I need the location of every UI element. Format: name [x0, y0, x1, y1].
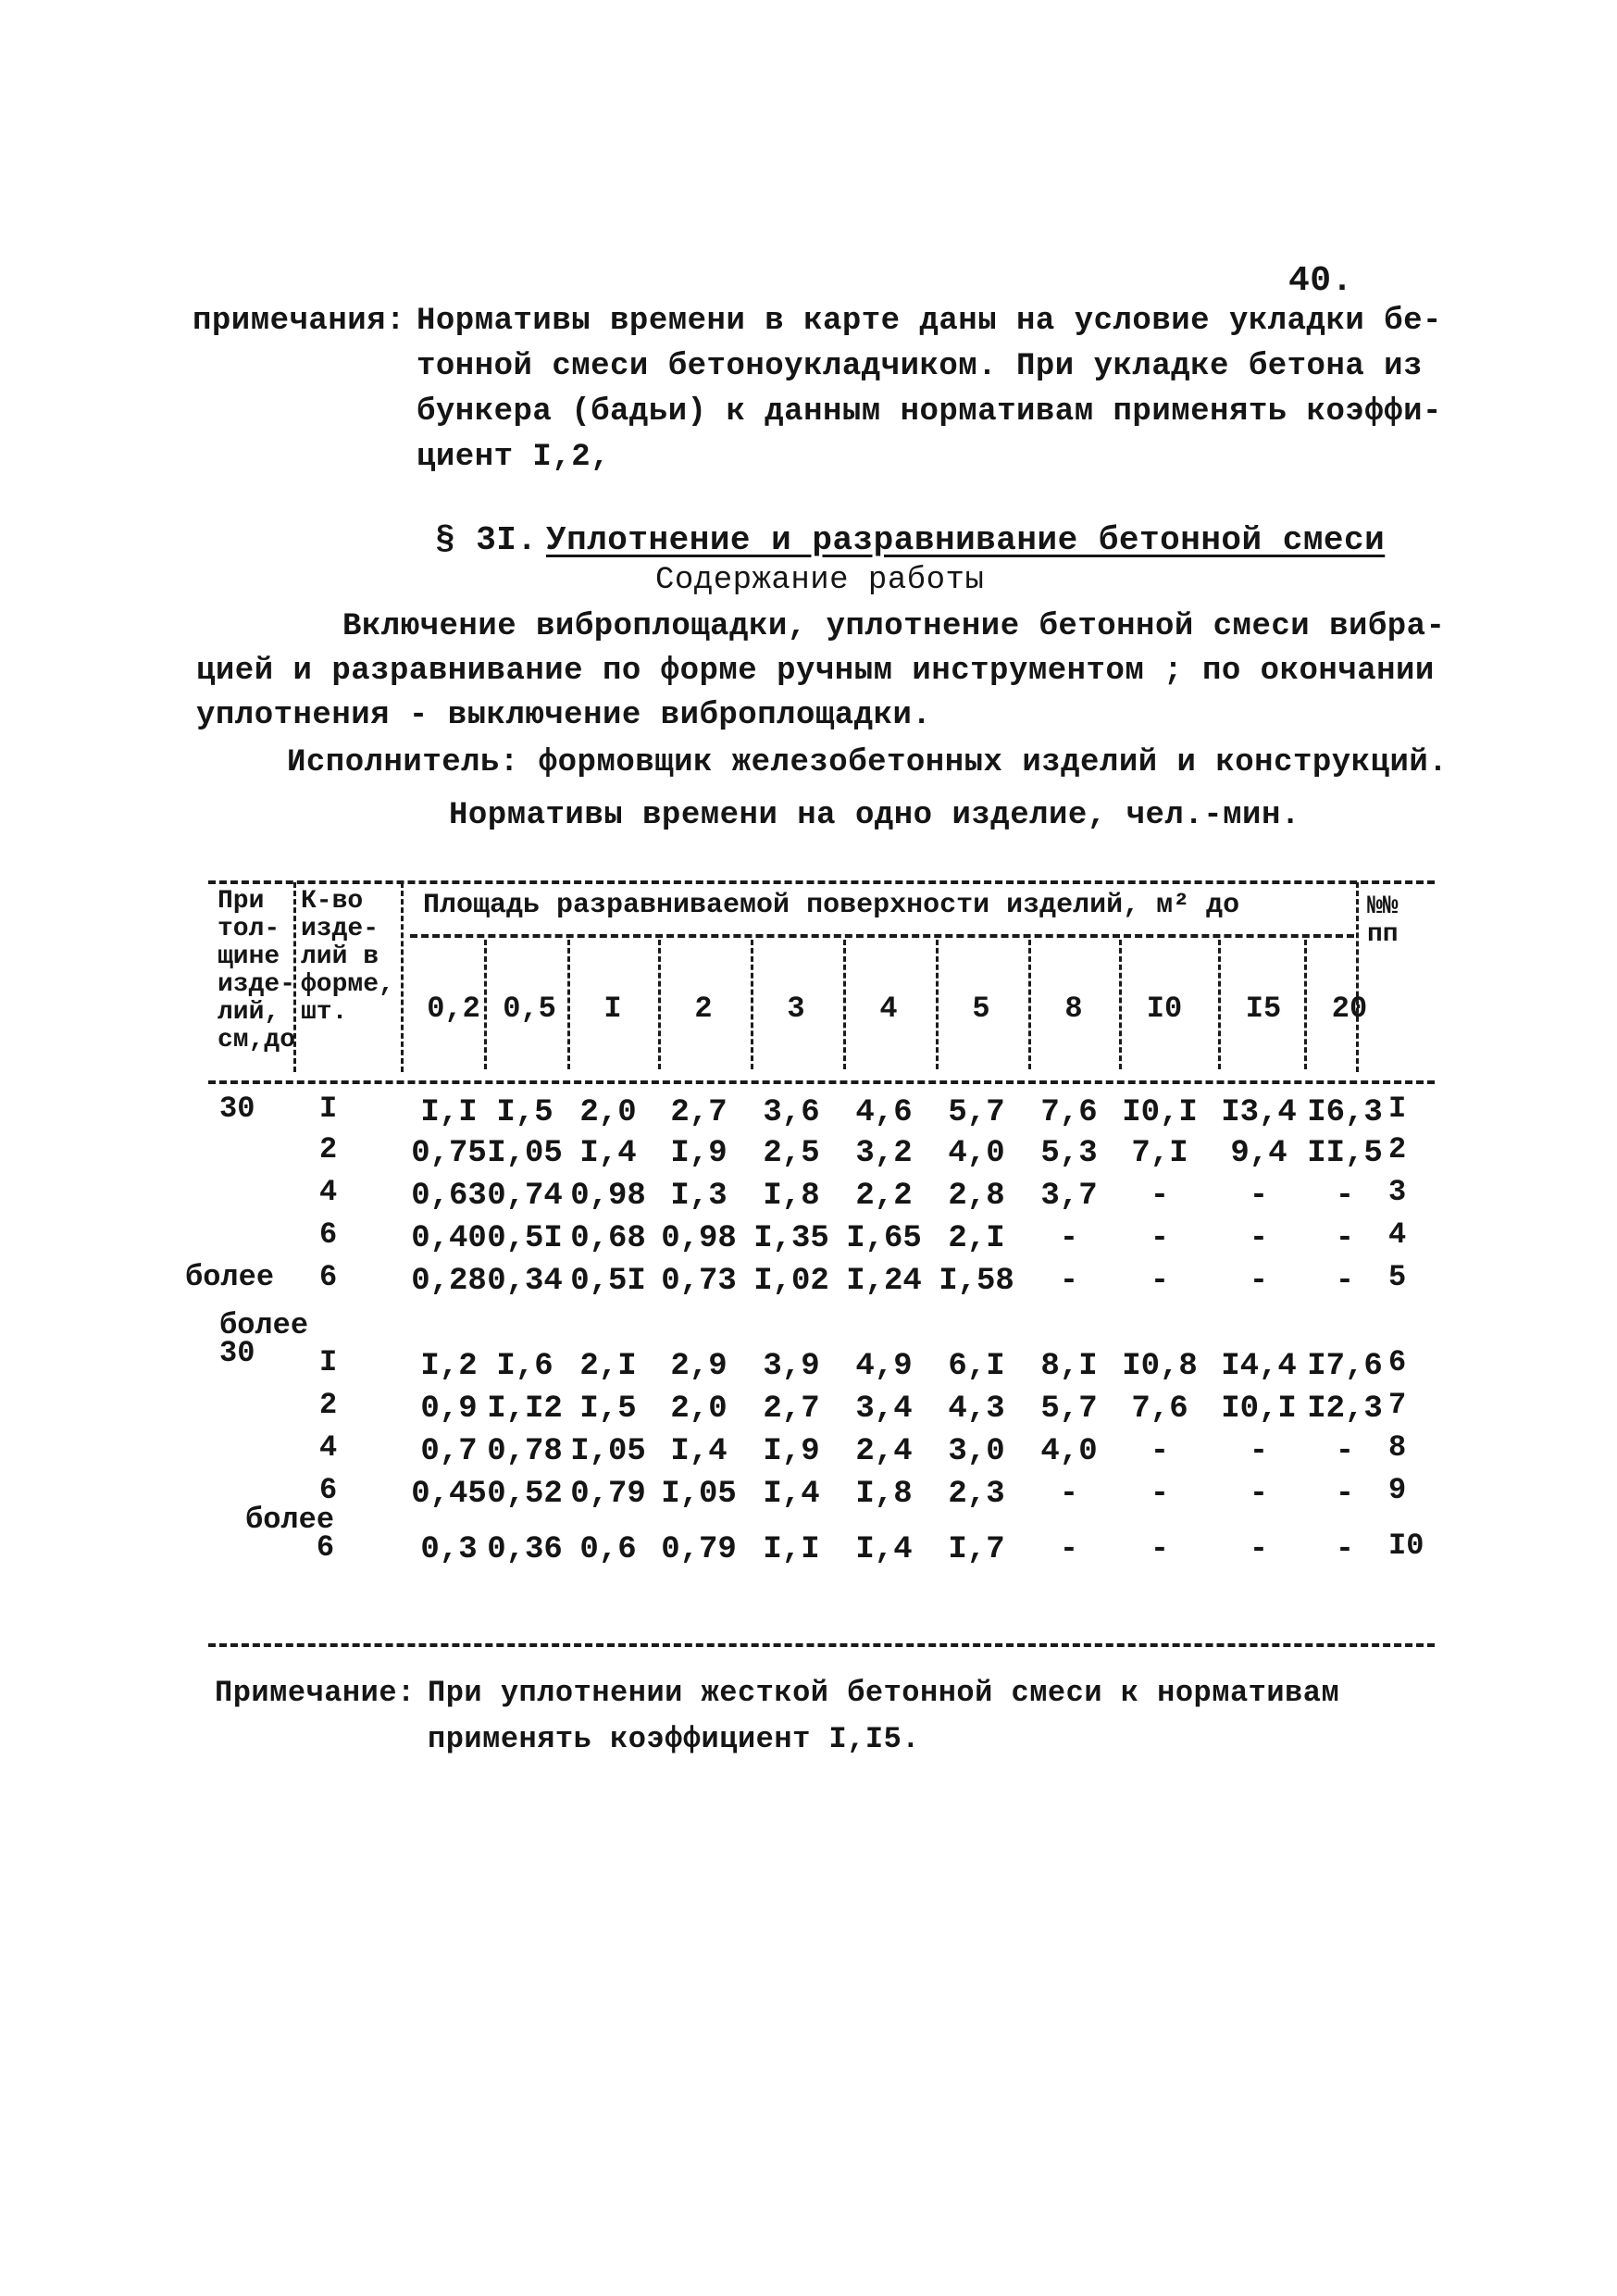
table-cell: - — [1249, 1179, 1269, 1214]
table-cell: I,I — [763, 1532, 820, 1567]
table-cell: I,I2 — [487, 1391, 563, 1427]
table-cell: - — [1335, 1264, 1355, 1299]
table-cell: - — [1335, 1221, 1355, 1256]
table-cell: I,05 — [487, 1136, 563, 1171]
table-cell: 7,6 — [1131, 1391, 1188, 1427]
table-cell: - — [1059, 1221, 1079, 1256]
table-cell: - — [1249, 1264, 1269, 1299]
table-cell: I0,8 — [1122, 1349, 1198, 1384]
table-cell: I,58 — [939, 1264, 1014, 1299]
header-bottom-rule — [208, 1080, 1435, 1084]
table-cell: I,02 — [753, 1264, 829, 1299]
table-cell: 0,98 — [570, 1179, 646, 1214]
row-number: 9 — [1388, 1473, 1407, 1507]
table-cell: 2,5 — [763, 1136, 820, 1171]
note-line: бункера (бадьи) к данным нормативам применять коэффи- — [417, 394, 1442, 430]
area-column-header: 2 — [694, 992, 713, 1026]
table-cell: 0,63 — [411, 1179, 487, 1214]
area-col-separator — [658, 940, 661, 1069]
row-number: 3 — [1388, 1175, 1407, 1209]
table-cell: 3,4 — [855, 1391, 913, 1427]
row-count: 4 — [319, 1430, 338, 1465]
table-cell: 0,5I — [570, 1264, 646, 1299]
row-count: 6 — [319, 1473, 338, 1507]
row-count: I — [319, 1092, 338, 1126]
table-cell: - — [1335, 1532, 1355, 1567]
table-cell: 0,40 — [411, 1221, 487, 1256]
table-cell: 0,28 — [411, 1264, 487, 1299]
row-number: 8 — [1388, 1430, 1407, 1465]
table-cell: I3,4 — [1221, 1095, 1297, 1130]
row-count: 6 — [319, 1217, 338, 1252]
table-cell: I,65 — [846, 1221, 922, 1256]
area-span-header: Площадь разравниваемой поверхности изделий, м² до — [423, 890, 1240, 921]
table-cell: I,I — [420, 1095, 478, 1130]
table-cell: 0,6 — [579, 1532, 637, 1567]
table-cell: 5,7 — [948, 1095, 1005, 1130]
table-cell: 0,7 — [420, 1434, 478, 1469]
table-cell: II,5 — [1307, 1136, 1383, 1171]
row-count: 4 — [319, 1175, 338, 1209]
table-cell: I2,3 — [1307, 1391, 1383, 1427]
row-number: I0 — [1388, 1529, 1424, 1563]
table-cell: - — [1150, 1434, 1170, 1469]
table-cell: I,6 — [496, 1349, 554, 1384]
row-count: 2 — [319, 1132, 338, 1167]
table-cell: I,35 — [753, 1221, 829, 1256]
table-cell: I,2 — [420, 1349, 478, 1384]
area-col-separator — [936, 940, 939, 1069]
table-cell: 6,I — [948, 1349, 1005, 1384]
area-column-header: 8 — [1064, 992, 1083, 1026]
table-cell: 0,5I — [487, 1221, 563, 1256]
work-line: Включение виброплощадки, уплотнение бетонной смеси вибра- — [342, 609, 1446, 644]
table-cell: 8,I — [1040, 1349, 1098, 1384]
table-cell: 0,68 — [570, 1221, 646, 1256]
table-cell: - — [1249, 1434, 1269, 1469]
table-cell: 0,78 — [487, 1434, 563, 1469]
table-cell: 3,6 — [763, 1095, 820, 1130]
table-cell: - — [1059, 1264, 1079, 1299]
table-cell: 2,3 — [948, 1477, 1005, 1512]
table-top-rule — [208, 880, 1435, 884]
table-cell: 0,45 — [411, 1477, 487, 1512]
table-cell: I,8 — [763, 1179, 820, 1214]
table-cell: I,7 — [948, 1532, 1005, 1567]
table-cell: 2,2 — [855, 1179, 913, 1214]
table-cell: I,3 — [670, 1179, 728, 1214]
table-cell: - — [1150, 1532, 1170, 1567]
area-col-separator — [751, 940, 753, 1069]
table-cell: 4,0 — [948, 1136, 1005, 1171]
area-column-header: 0,2 — [427, 992, 480, 1026]
table-cell: 5,3 — [1040, 1136, 1098, 1171]
area-column-header: 4 — [879, 992, 898, 1026]
area-col-separator — [843, 940, 846, 1069]
table-bottom-rule — [208, 1643, 1435, 1647]
table-cell: I,24 — [846, 1264, 922, 1299]
table-cell: 2,4 — [855, 1434, 913, 1469]
table-cell: - — [1249, 1532, 1269, 1567]
work-line: цией и разравнивание по форме ручным инструментом ; по окончании — [196, 654, 1435, 689]
table-cell: 0,74 — [487, 1179, 563, 1214]
note2-line: применять коэффициент I,I5. — [428, 1722, 920, 1756]
table-cell: I4,4 — [1221, 1349, 1297, 1384]
table-cell: I,5 — [579, 1391, 637, 1427]
table-cell: 2,I — [948, 1221, 1005, 1256]
table-cell: 0,52 — [487, 1477, 563, 1512]
table-cell: - — [1059, 1532, 1079, 1567]
table-cell: 5,7 — [1040, 1391, 1098, 1427]
note2-line: При уплотнении жесткой бетонной смеси к нормативам — [428, 1676, 1340, 1710]
table-cell: - — [1335, 1477, 1355, 1512]
area-column-header: I — [603, 992, 622, 1026]
norms-table — [185, 866, 1435, 1634]
table-cell: 0,34 — [487, 1264, 563, 1299]
table-cell: 0,98 — [661, 1221, 737, 1256]
table-cell: 4,6 — [855, 1095, 913, 1130]
table-cell: 0,79 — [661, 1532, 737, 1567]
area-column-header: I0 — [1146, 992, 1183, 1026]
row-number: 7 — [1388, 1388, 1407, 1422]
row-count: 6 — [319, 1260, 338, 1294]
table-cell: - — [1150, 1477, 1170, 1512]
table-cell: - — [1150, 1264, 1170, 1299]
table-cell: 2,9 — [670, 1349, 728, 1384]
row-count-prefix: более — [185, 1260, 275, 1294]
table-cell: - — [1335, 1434, 1355, 1469]
table-cell: 2,8 — [948, 1179, 1005, 1214]
area-column-header: I5 — [1245, 992, 1282, 1026]
table-cell: - — [1150, 1179, 1170, 1214]
number-header: №№ пп — [1367, 892, 1399, 949]
note-line: тонной смеси бетоноукладчиком. При укладке бетона из — [417, 349, 1423, 384]
table-cell: 0,75 — [411, 1136, 487, 1171]
note2-label: Примечание: — [215, 1676, 416, 1710]
table-cell: I,5 — [496, 1095, 554, 1130]
table-cell: 2,0 — [670, 1391, 728, 1427]
table-cell: 2,0 — [579, 1095, 637, 1130]
executor-line: Исполнитель: формовщик железобетонных изделий и конструкций. — [287, 745, 1449, 780]
table-cell: - — [1059, 1477, 1079, 1512]
area-col-separator — [1028, 940, 1031, 1069]
note-label: примечания: — [193, 304, 405, 339]
row-number: 4 — [1388, 1217, 1407, 1252]
table-cell: 7,6 — [1040, 1095, 1098, 1130]
table-cell: 4,3 — [948, 1391, 1005, 1427]
section-number: § 3I. — [435, 521, 538, 559]
row-number: I — [1388, 1092, 1407, 1126]
table-caption: Нормативы времени на одно изделие, чел.-мин. — [449, 798, 1300, 833]
table-cell: I6,3 — [1307, 1095, 1383, 1130]
table-cell: I,9 — [763, 1434, 820, 1469]
thickness-header: При тол- щине изде- лий, см,до — [218, 887, 296, 1054]
table-cell: I,4 — [579, 1136, 637, 1171]
table-cell: 3,9 — [763, 1349, 820, 1384]
table-cell: I,4 — [855, 1532, 913, 1567]
header-mid-rule — [410, 934, 1354, 938]
row-number: 6 — [1388, 1345, 1407, 1379]
count-header: К-во изде- лий в форме, шт. — [301, 887, 394, 1027]
table-cell: 9,4 — [1230, 1136, 1287, 1171]
table-cell: - — [1249, 1221, 1269, 1256]
table-cell: I,8 — [855, 1477, 913, 1512]
table-cell: 0,3 — [420, 1532, 478, 1567]
table-cell: I,05 — [661, 1477, 737, 1512]
area-column-header: 20 — [1331, 992, 1368, 1026]
row-thickness: более 30 — [219, 1308, 309, 1370]
col-separator — [401, 882, 404, 1072]
table-cell: - — [1335, 1179, 1355, 1214]
row-number: 2 — [1388, 1132, 1407, 1167]
row-count: I — [319, 1345, 338, 1379]
table-cell: 3,0 — [948, 1434, 1005, 1469]
page-number: 40. — [1288, 261, 1353, 301]
note-line: циент I,2, — [417, 440, 611, 475]
section-title: Уплотнение и разравнивание бетонной смеси — [546, 521, 1386, 559]
table-cell: 4,0 — [1040, 1434, 1098, 1469]
table-cell: I,4 — [763, 1477, 820, 1512]
work-line: уплотнения - выключение виброплощадки. — [196, 698, 932, 733]
table-cell: 4,9 — [855, 1349, 913, 1384]
col-separator — [1356, 882, 1359, 1072]
table-cell: I,05 — [570, 1434, 646, 1469]
row-thickness: 30 — [219, 1092, 255, 1126]
area-column-header: 3 — [787, 992, 805, 1026]
table-cell: I,4 — [670, 1434, 728, 1469]
table-cell: 2,I — [579, 1349, 637, 1384]
area-col-separator — [1119, 940, 1122, 1069]
table-cell: 0,73 — [661, 1264, 737, 1299]
table-cell: I,9 — [670, 1136, 728, 1171]
table-cell: 2,7 — [670, 1095, 728, 1130]
area-col-separator — [1218, 940, 1221, 1069]
table-cell: - — [1249, 1477, 1269, 1512]
table-cell: 2,7 — [763, 1391, 820, 1427]
row-number: 5 — [1388, 1260, 1407, 1294]
table-cell: I7,6 — [1307, 1349, 1383, 1384]
table-cell: I0,I — [1122, 1095, 1198, 1130]
area-column-header: 5 — [972, 992, 990, 1026]
table-cell: - — [1150, 1221, 1170, 1256]
area-column-header: 0,5 — [503, 992, 556, 1026]
note-line: Нормативы времени в карте даны на условие укладки бе- — [417, 304, 1442, 339]
row-count: более 6 — [245, 1503, 335, 1565]
table-cell: 0,36 — [487, 1532, 563, 1567]
table-cell: 3,7 — [1040, 1179, 1098, 1214]
row-count: 2 — [319, 1388, 338, 1422]
table-cell: I0,I — [1221, 1391, 1297, 1427]
table-cell: 7,I — [1131, 1136, 1188, 1171]
section-subtitle: Содержание работы — [655, 563, 985, 598]
table-cell: 3,2 — [855, 1136, 913, 1171]
table-cell: 0,9 — [420, 1391, 478, 1427]
table-cell: 0,79 — [570, 1477, 646, 1512]
